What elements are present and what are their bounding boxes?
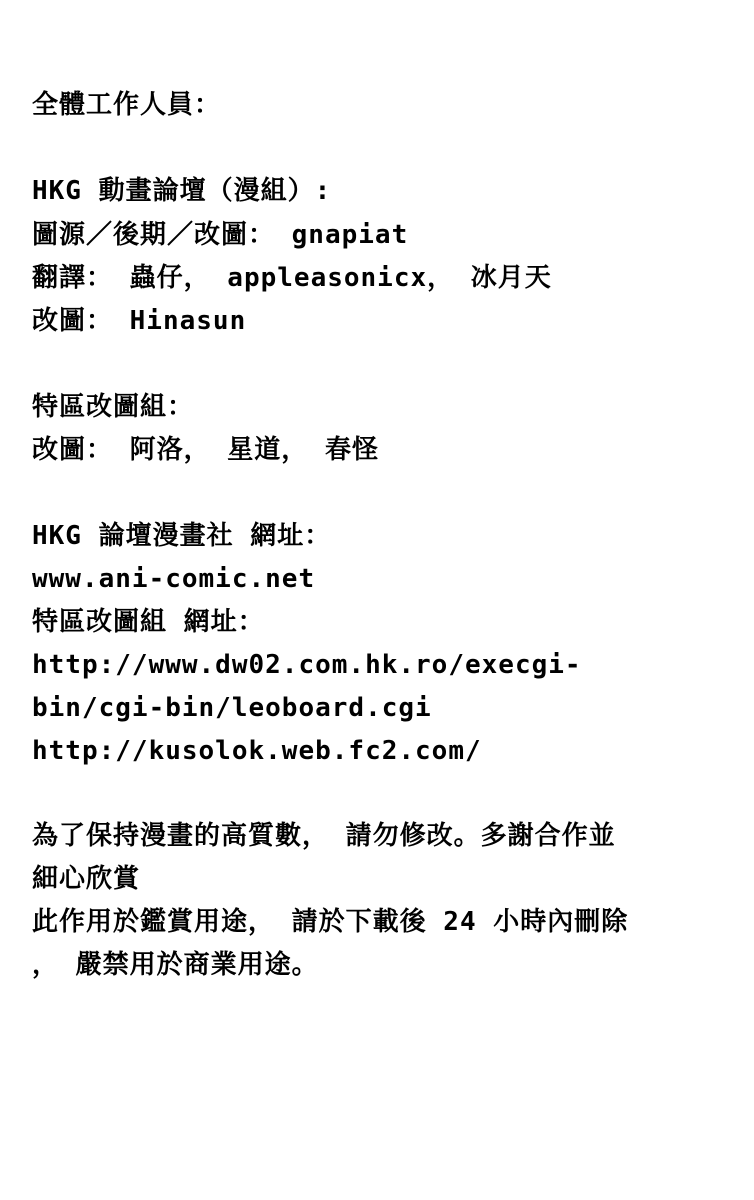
hkg-source-credit: 圖源／後期／改圖： gnapiat bbox=[32, 220, 409, 250]
special-website-url-part1: http://www.dw02.com.hk.ro/execgi- bbox=[32, 650, 582, 680]
notice-line-2: 細心欣賞 bbox=[32, 864, 141, 894]
kusolok-website-url: http://kusolok.web.fc2.com/ bbox=[32, 736, 482, 766]
special-group-title: 特區改圖組： bbox=[32, 392, 195, 422]
hkg-website-url: www.ani-comic.net bbox=[32, 564, 316, 594]
notice-line-4: ， 嚴禁用於商業用途。 bbox=[32, 950, 319, 980]
hkg-edit-credit: 改圖： Hinasun bbox=[32, 306, 247, 336]
hkg-translation-credit: 翻譯： 蟲仔， appleasonicx， 冰月天 bbox=[32, 263, 552, 293]
hkg-group-title: HKG 動畫論壇（漫組）: bbox=[32, 176, 332, 206]
hkg-website-label: HKG 論壇漫畫社 網址： bbox=[32, 521, 332, 551]
special-website-label: 特區改圖組 網址： bbox=[32, 607, 265, 637]
staff-heading: 全體工作人員： bbox=[32, 90, 222, 120]
notice-line-1: 為了保持漫畫的高質數， 請勿修改。多謝合作並 bbox=[32, 821, 616, 851]
special-website-url-part2: bin/cgi-bin/leoboard.cgi bbox=[32, 693, 432, 723]
notice-line-3: 此作用於鑑賞用途， 請於下載後 24 小時內刪除 bbox=[32, 907, 629, 937]
special-edit-credit: 改圖： 阿洛， 星道， 春怪 bbox=[32, 435, 379, 465]
